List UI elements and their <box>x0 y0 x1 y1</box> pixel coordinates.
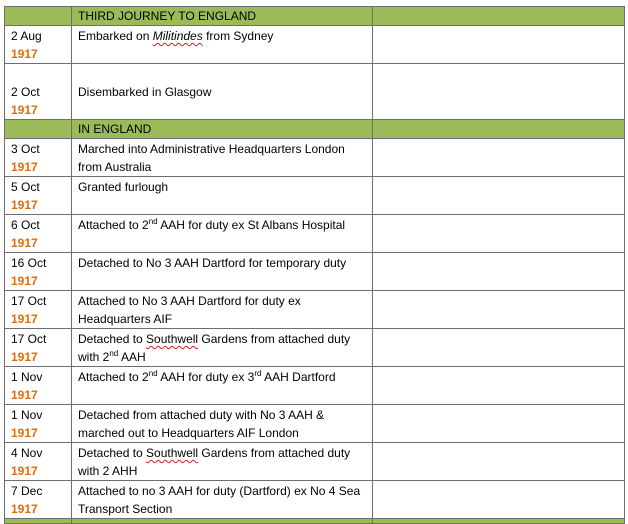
place-name: Southwell <box>146 332 199 346</box>
table-row <box>5 177 625 215</box>
date-cell <box>5 177 72 215</box>
table-row <box>5 481 625 519</box>
notes-cell <box>373 253 625 291</box>
ordinal-suffix: nd <box>109 349 119 358</box>
event-cell <box>72 405 373 443</box>
event-text: from Sydney <box>202 29 274 43</box>
ship-name: Militindes <box>152 29 203 43</box>
event-text: AAH Dartford <box>261 370 336 384</box>
event-text: Attached to 2 <box>78 218 149 232</box>
date-day: 2 Aug <box>11 29 42 43</box>
event-text: AAH <box>118 350 146 364</box>
notes-cell <box>373 215 625 253</box>
table-row <box>5 405 625 443</box>
date-cell <box>5 367 72 405</box>
notes-cell <box>373 367 625 405</box>
section-header-row <box>5 7 625 26</box>
event-text: Attached to No 3 AAH Dartford for duty ex Headquarters AIF <box>78 294 301 326</box>
date-year: 1917 <box>11 160 38 174</box>
date-day: 16 Oct <box>11 256 47 270</box>
date-year: 1917 <box>11 426 38 440</box>
table-row <box>5 215 625 253</box>
place-name: Southwell <box>146 446 199 460</box>
date-year: 1917 <box>11 274 38 288</box>
event-text: Detached to <box>78 446 147 460</box>
date-cell <box>5 329 72 367</box>
event-cell <box>72 64 373 120</box>
service-record-table <box>4 6 625 524</box>
date-year: 1917 <box>11 502 38 516</box>
event-text: Disembarked in Glasgow <box>78 85 212 99</box>
footer-strip-cell <box>5 519 72 524</box>
table-row <box>5 367 625 405</box>
notes-cell <box>373 291 625 329</box>
event-text: Embarked on <box>78 29 153 43</box>
date-year: 1917 <box>11 47 38 61</box>
date-day: 2 Oct <box>11 85 40 99</box>
date-cell <box>5 405 72 443</box>
table-row <box>5 443 625 481</box>
date-cell <box>5 139 72 177</box>
section-footer-strip <box>5 519 625 524</box>
table-row <box>5 291 625 329</box>
event-text: AAH for duty ex St Albans Hospital <box>157 218 346 232</box>
event-cell <box>72 26 373 64</box>
date-day: 1 Nov <box>11 408 43 422</box>
section-header-notes-cell <box>373 120 625 139</box>
event-cell <box>72 139 373 177</box>
event-cell <box>72 367 373 405</box>
date-cell <box>5 64 72 120</box>
ordinal-suffix: rd <box>254 369 262 378</box>
date-year: 1917 <box>11 198 38 212</box>
notes-cell <box>373 139 625 177</box>
section-header-row <box>5 120 625 139</box>
event-text: Detached to <box>78 332 147 346</box>
date-day: 17 Oct <box>11 332 47 346</box>
section-header-date-cell <box>5 120 72 139</box>
section-header-date-cell <box>5 7 72 26</box>
event-cell <box>72 443 373 481</box>
section-title: THIRD JOURNEY TO ENGLAND <box>72 7 373 26</box>
event-cell <box>72 215 373 253</box>
event-text: Marched into Administrative Headquarters London from Australia <box>78 142 345 174</box>
date-cell <box>5 26 72 64</box>
section-header-notes-cell <box>373 7 625 26</box>
section-title: IN ENGLAND <box>72 120 373 139</box>
event-text: Attached to no 3 AAH for duty (Dartford) ex No 4 Sea Transport Section <box>78 484 361 516</box>
footer-strip-cell <box>373 519 625 524</box>
event-text: Detached from attached duty with No 3 AAH & marched out to Headquarters AIF London <box>78 408 325 440</box>
event-cell <box>72 253 373 291</box>
table-row <box>5 253 625 291</box>
notes-cell <box>373 64 625 120</box>
date-cell <box>5 253 72 291</box>
table-row <box>5 139 625 177</box>
event-text: Gardens from attached duty with 2 <box>78 332 351 364</box>
event-cell <box>72 291 373 329</box>
notes-cell <box>373 177 625 215</box>
date-year: 1917 <box>11 312 38 326</box>
date-cell <box>5 215 72 253</box>
date-day: 3 Oct <box>11 142 40 156</box>
event-cell <box>72 481 373 519</box>
event-text: Gardens from attached duty with 2 AHH <box>78 446 351 478</box>
event-text: Granted furlough <box>78 180 169 194</box>
date-year: 1917 <box>11 388 38 402</box>
date-year: 1917 <box>11 236 38 250</box>
date-year: 1917 <box>11 464 38 478</box>
table-row <box>5 26 625 64</box>
table-row <box>5 64 625 120</box>
ordinal-suffix: nd <box>148 369 158 378</box>
footer-strip-cell <box>72 519 373 524</box>
date-cell <box>5 481 72 519</box>
date-cell <box>5 443 72 481</box>
event-cell <box>72 329 373 367</box>
event-text: AAH for duty ex 3 <box>157 370 255 384</box>
ordinal-suffix: nd <box>148 217 158 226</box>
event-cell <box>72 177 373 215</box>
date-day: 7 Dec <box>11 484 43 498</box>
notes-cell <box>373 443 625 481</box>
table-row <box>5 329 625 367</box>
date-day: 1 Nov <box>11 370 43 384</box>
event-text: Detached to No 3 AAH Dartford for temporary duty <box>78 256 347 270</box>
event-text: Attached to 2 <box>78 370 149 384</box>
notes-cell <box>373 405 625 443</box>
date-day: 5 Oct <box>11 180 40 194</box>
date-year: 1917 <box>11 350 38 364</box>
date-cell <box>5 291 72 329</box>
notes-cell <box>373 481 625 519</box>
date-day: 6 Oct <box>11 218 40 232</box>
notes-cell <box>373 329 625 367</box>
date-year: 1917 <box>11 103 38 117</box>
date-day: 4 Nov <box>11 446 43 460</box>
date-day: 17 Oct <box>11 294 47 308</box>
notes-cell <box>373 26 625 64</box>
